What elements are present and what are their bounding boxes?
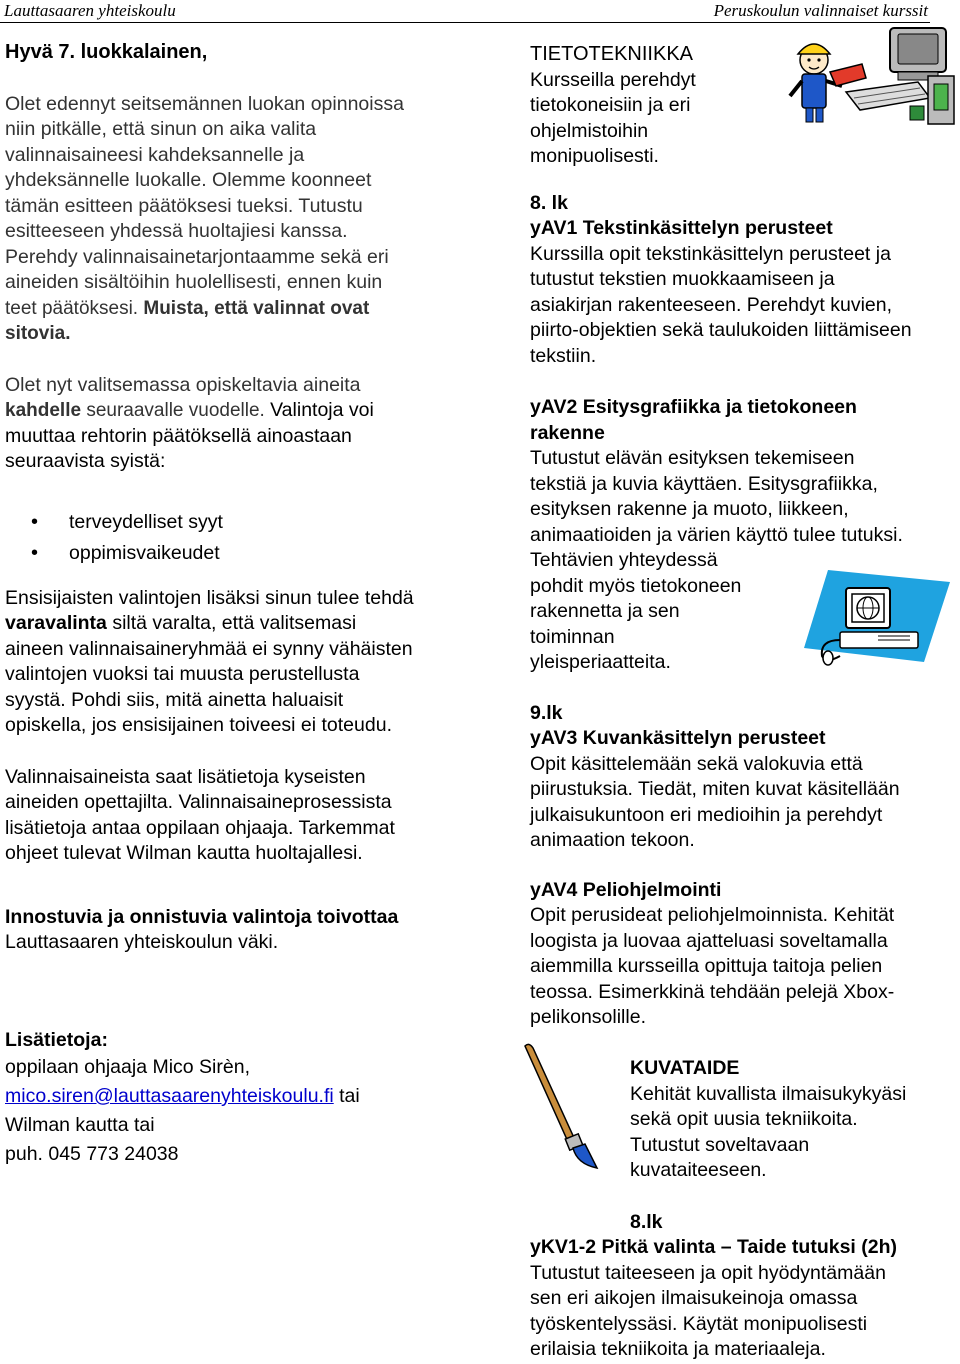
greeting: Hyvä 7. luokkalainen, <box>5 41 208 63</box>
backup-line: syystä. Pohdi siis, mitä ainetta haluaisit <box>5 688 344 711</box>
intro-line: tämän esitteen päätöksesi tueksi. Tutustu <box>5 194 363 217</box>
course-line: työskentelyssäsi. Käytät monipuolisesti <box>530 1312 868 1335</box>
list-item: • terveydelliset syyt <box>5 507 475 538</box>
binding-note: Muista, että valinnat ovat <box>143 297 370 319</box>
backup-paragraph <box>5 586 475 739</box>
computer-kid-icon <box>770 26 960 126</box>
course-title-yav3: yAV3 Kuvankäsittelyn perusteet <box>530 727 826 749</box>
backup-line: Ensisijaisten valintojen lisäksi sinun tulee tehdä <box>5 586 414 609</box>
kuvataide-line: kuvataiteeseen. <box>630 1159 767 1181</box>
grade-9: 9.lk <box>530 701 563 724</box>
info-line: ohjeet tulevat Wilman kautta huoltajallesi. <box>5 842 363 864</box>
course-title-yav1: yAV1 Tekstinkäsittelyn perusteet <box>530 217 833 239</box>
computer-globe-icon <box>800 560 960 670</box>
course-line: piirto-objektien sekä taulukoiden liittämiseen <box>530 319 912 341</box>
course-line: Kurssilla opit tekstinkäsittelyn perusteet ja <box>530 242 891 265</box>
course-line: loogista ja luovaa ajatteluasi soveltamalla <box>530 929 888 952</box>
ykv-block <box>530 1235 958 1363</box>
kuvataide-line: Tutustut soveltavaan <box>630 1133 810 1156</box>
reasons-list <box>5 507 475 569</box>
course-line: pelikonsolille. <box>530 1006 646 1028</box>
intro-line: niin pitkälle, että sinun on aika valita <box>5 118 317 140</box>
header-school-name: Lauttasaaren yhteiskoulu <box>4 1 176 20</box>
course-line: tekstiin. <box>530 344 597 367</box>
intro-line: yhdeksännelle luokalle. Olemme koonneet <box>5 169 372 191</box>
list-item: • oppimisvaikeudet <box>5 538 475 569</box>
course-line: teossa. Esimerkkinä tehdään pelejä Xbox- <box>530 980 895 1003</box>
intro-line: aineiden sisältöihin huolellisesti, ennen kuin <box>5 271 383 293</box>
course-line: pohdit myös tietokoneen <box>530 574 742 597</box>
course-line: Opit perusideat peliohjelmoinnista. Kehität <box>530 904 895 926</box>
intro-line: Perehdy valinnaisainetarjontaamme sekä eri <box>5 245 389 268</box>
intro-line: valinnaisaineesi kahdeksannelle ja <box>5 143 305 166</box>
choice-line: Valintoja voi <box>270 399 374 421</box>
contact-heading: Lisätietoja: <box>5 1028 108 1051</box>
info-line: lisätietoja antaa oppilaan ohjaaja. Tarkemmat <box>5 816 395 839</box>
kv-grade-wrap <box>630 1210 663 1236</box>
closing-line: Lauttasaaren yhteiskoulun väki. <box>5 931 279 953</box>
grade-8-kv: 8.lk <box>630 1211 663 1233</box>
tietotek-line: tietokoneisiin ja eri <box>530 94 691 116</box>
course-title-yav4: yAV4 Peliohjelmointi <box>530 878 722 901</box>
backup-bold: varavalinta <box>5 612 107 634</box>
intro-line: Olet edennyt seitsemännen luokan opinnoissa <box>5 92 404 115</box>
backup-line: opiskella, jos ensisijainen toiveesi ei toteudu. <box>5 714 392 736</box>
contact-line: oppilaan ohjaaja Mico Sirèn, <box>5 1056 250 1078</box>
choice-line: muuttaa rehtorin päätöksellä ainoastaan <box>5 424 352 447</box>
contact-phone: puh. 045 773 24038 <box>5 1143 179 1165</box>
course-line: Tutustut taiteeseen ja opit hyödyntämään <box>530 1261 886 1284</box>
contact-line: tai <box>333 1085 360 1107</box>
email-link[interactable]: mico.siren@lauttasaarenyhteiskoulu.fi <box>5 1085 334 1107</box>
choice-line: Olet nyt valitsemassa opiskeltavia aineita <box>5 373 361 396</box>
course-line: esityksen rakenne ja muoto, liikkeen, <box>530 498 849 520</box>
course-line: sen eri aikojen ilmaisukeinoja omassa <box>530 1287 858 1309</box>
course-line: julkaisukuntoon eri medioihin ja perehdyt <box>530 803 883 826</box>
header-doc-title: Peruskoulun valinnaiset kurssit <box>713 1 928 20</box>
course-line: Tutustut elävän esityksen tekemiseen <box>530 447 855 469</box>
intro-paragraph <box>5 92 475 347</box>
course-title-ykv: yKV1-2 Pitkä valinta – Taide tutuksi (2h) <box>530 1236 897 1258</box>
backup-line: aineen valinnaisaineryhmää ei synny vähäisten <box>5 637 413 660</box>
binding-note-end: sitovia. <box>5 323 71 344</box>
course-line: yleisperiaatteita. <box>530 651 671 673</box>
info-paragraph <box>5 765 475 867</box>
grade-8: 8. lk <box>530 191 568 214</box>
course-line: toiminnan <box>530 625 615 648</box>
course-line: tutustut tekstien muokkaamiseen ja <box>530 268 835 290</box>
course-line: Tehtävien yhteydessä <box>530 549 718 571</box>
course-line: tekstiä ja kuvia käyttäen. Esitysgrafiikka, <box>530 472 878 495</box>
choice-paragraph <box>5 373 475 424</box>
course-line: rakennetta ja sen <box>530 600 680 622</box>
course-line: animaation tekoon. <box>530 829 695 851</box>
intro-line: teet päätöksesi. <box>5 297 144 319</box>
course-line: asiakirjan rakenteeseen. Perehdyt kuvien, <box>530 293 893 316</box>
course-line: aiemmilla kursseilla opittuja taitoja pelien <box>530 955 883 977</box>
choice-bold: kahdelle <box>5 400 82 421</box>
right-column <box>530 42 958 1031</box>
contact-line: Wilman kautta tai <box>5 1114 155 1136</box>
backup-line: valintojen vuoksi tai muusta perustellusta <box>5 663 360 685</box>
course-line: Opit käsittelemään sekä valokuvia että <box>530 752 863 775</box>
paintbrush-icon <box>515 1040 610 1170</box>
course-line: animaatioiden ja värien käyttö tulee tutuksi. <box>530 523 903 546</box>
kuvataide-line: sekä opit uusia tekniikoita. <box>630 1108 858 1130</box>
kuvataide-line: Kehität kuvallista ilmaisukykyäsi <box>630 1082 907 1105</box>
choice-line: seuraavista syistä: <box>5 450 166 472</box>
left-column <box>5 40 475 1169</box>
tietotek-line: ohjelmistoihin <box>530 119 649 142</box>
info-line: aineiden opettajilta. Valinnaisaineprosessista <box>5 791 392 813</box>
page-header <box>0 0 960 24</box>
tietotek-line: Kursseilla perehdyt <box>530 68 696 91</box>
choice-line: seuraavalle vuodelle. <box>81 400 271 421</box>
intro-line: esitteeseen yhdessä huoltajiesi kanssa. <box>5 220 348 242</box>
section-title-kuvataide: KUVATAIDE <box>630 1057 740 1079</box>
course-line: piirustuksia. Tiedät, miten kuvat käsitellään <box>530 778 900 800</box>
course-title-yav2: yAV2 Esitysgrafiikka ja tietokoneen <box>530 396 857 418</box>
header-rule <box>0 22 930 23</box>
course-line: erilaisia tekniikoita ja materiaaleja. <box>530 1338 826 1360</box>
backup-line: siltä varalta, että valitsemasi <box>106 612 357 634</box>
tietotek-line: monipuolisesti. <box>530 145 659 167</box>
kuvataide-block <box>630 1056 960 1184</box>
course-title-yav2-cont: rakenne <box>530 421 605 444</box>
section-title-tietotekniikka: TIETOTEKNIIKKA <box>530 43 693 65</box>
info-line: Valinnaisaineista saat lisätietoja kyseisten <box>5 765 366 788</box>
closing-bold: Innostuvia ja onnistuvia valintoja toivottaa <box>5 905 399 928</box>
